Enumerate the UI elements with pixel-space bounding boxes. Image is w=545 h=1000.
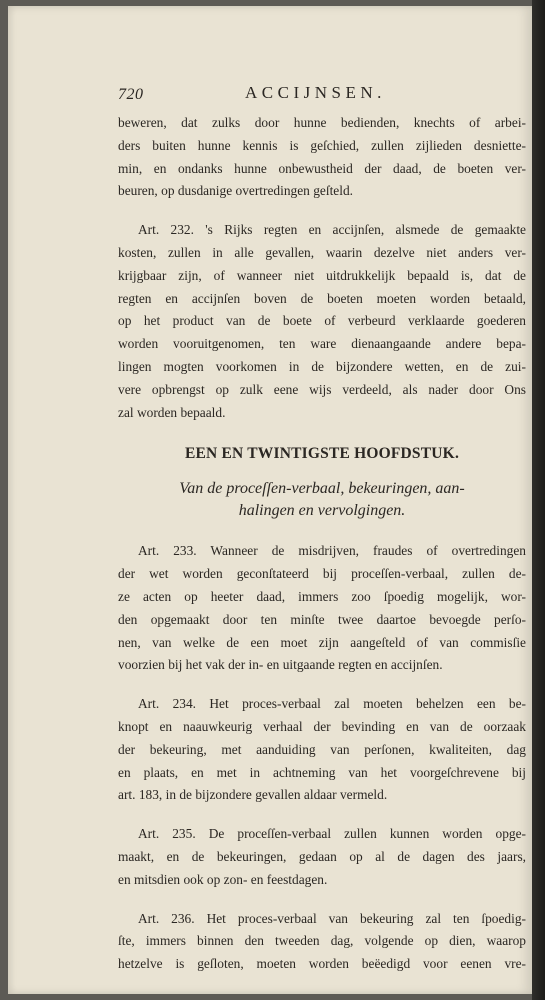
text-line: vere opbrengst op zulk eene wijs verdeeld, als nader door Ons [118,381,526,397]
page-number: 720 [118,86,144,103]
running-head [118,78,526,112]
text-line: Art. 236. Het proces-verbaal van bekeuring zal ten ſpoedig- [138,910,526,926]
text-line: krijgbaar zijn, of wanneer niet uitdrukkelijk bepaald is, dat de [118,267,526,283]
text-line: hetzelve is geſloten, moeten worden beëedigd voor eenen vre- [118,956,526,972]
chapter-subtitle [118,478,526,522]
chapter-title: EEN EN TWINTIGSTE HOOFDSTUK. [184,445,460,463]
text-line: op het product van de boete of verbeurd verklaarde goederen [118,313,526,329]
text-line: kosten, zullen in alle gevallen, waarin dezelve niet anders ver- [118,244,526,260]
running-title: ACCIJNSEN. [245,83,386,102]
text-line: Art. 234. Het proces-verbaal zal moeten behelzen een be- [138,696,526,712]
text-line: Art. 232. 's Rijks regten en accijnſen, alsmede de gemaakte [138,222,526,238]
text-line: voorzien bij het vak der in- en uitgaande regten en accijnſen. [118,657,443,673]
article-233 [118,540,526,677]
text-line: lingen mogten voorkomen in de bijzondere wetten, en de zui- [118,358,526,374]
article-232 [118,219,526,424]
subtitle-line: Van de proceſſen-verbaal, bekeuringen, aan- [179,480,465,498]
text-line: en mitsdien ook op zon- en feestdagen. [118,871,328,887]
text-line: maakt, en de bekeuringen, gedaan op al de dagen des jaars, [118,848,526,864]
article-235 [118,823,526,891]
text-line: den opgemaakt door ten minſte twee daartoe bevoegde perſo- [118,611,526,627]
article-234 [118,693,526,807]
book-page [8,6,532,994]
text-line: zal worden bepaald. [118,404,226,420]
text-line: beuren, op dusdanige overtredingen geſteld. [118,183,354,199]
text-line: beweren, dat zulks door hunne bedienden, knechts of arbei- [118,115,526,130]
text-line: Art. 233. Wanneer de misdrijven, fraudes of overtredingen [138,543,526,559]
text-line: der wet worden geconſtateerd bij proceſſen-verbaal, zullen de- [118,566,526,582]
intro-paragraph [118,112,526,203]
page-content [118,78,526,992]
text-line: ſte, immers binnen den tweeden dag, volgende op dien, waarop [118,933,526,949]
text-line: der bekeuring, met aanduiding van perſonen, kwaliteiten, dag [118,741,526,757]
text-line: ders buiten hunne kennis is geſchied, zullen zijlieden desniette- [118,137,526,153]
text-line: Art. 235. De proceſſen-verbaal zullen kunnen worden opge- [138,826,526,842]
text-line: knopt en naauwkeurig verhaal der bevinding en van de oorzaak [118,718,526,734]
text-line: nen, van welke de een moet zijn aangeſteld of van commisſie [118,634,526,650]
text-line: regten en accijnſen boven de boeten moeten worden betaald, [118,290,526,306]
text-line: ze acten op heeter daad, immers zoo ſpoedig mogelijk, wor- [118,588,526,604]
text-line: worden vooruitgenomen, ten ware dienaangaande andere bepa- [118,336,526,352]
text-line: min, en ondanks hunne onbewustheid der daad, de boeten ver- [118,160,526,176]
book-binding-edge [532,0,545,1000]
subtitle-line: halingen en vervolgingen. [238,502,406,520]
article-236 [118,908,526,976]
text-line: en plaats, en met in achtneming van het voorgeſchrevene bij [118,764,526,780]
text-line: art. 183, in de bijzondere gevallen aldaar vermeld. [118,787,388,803]
